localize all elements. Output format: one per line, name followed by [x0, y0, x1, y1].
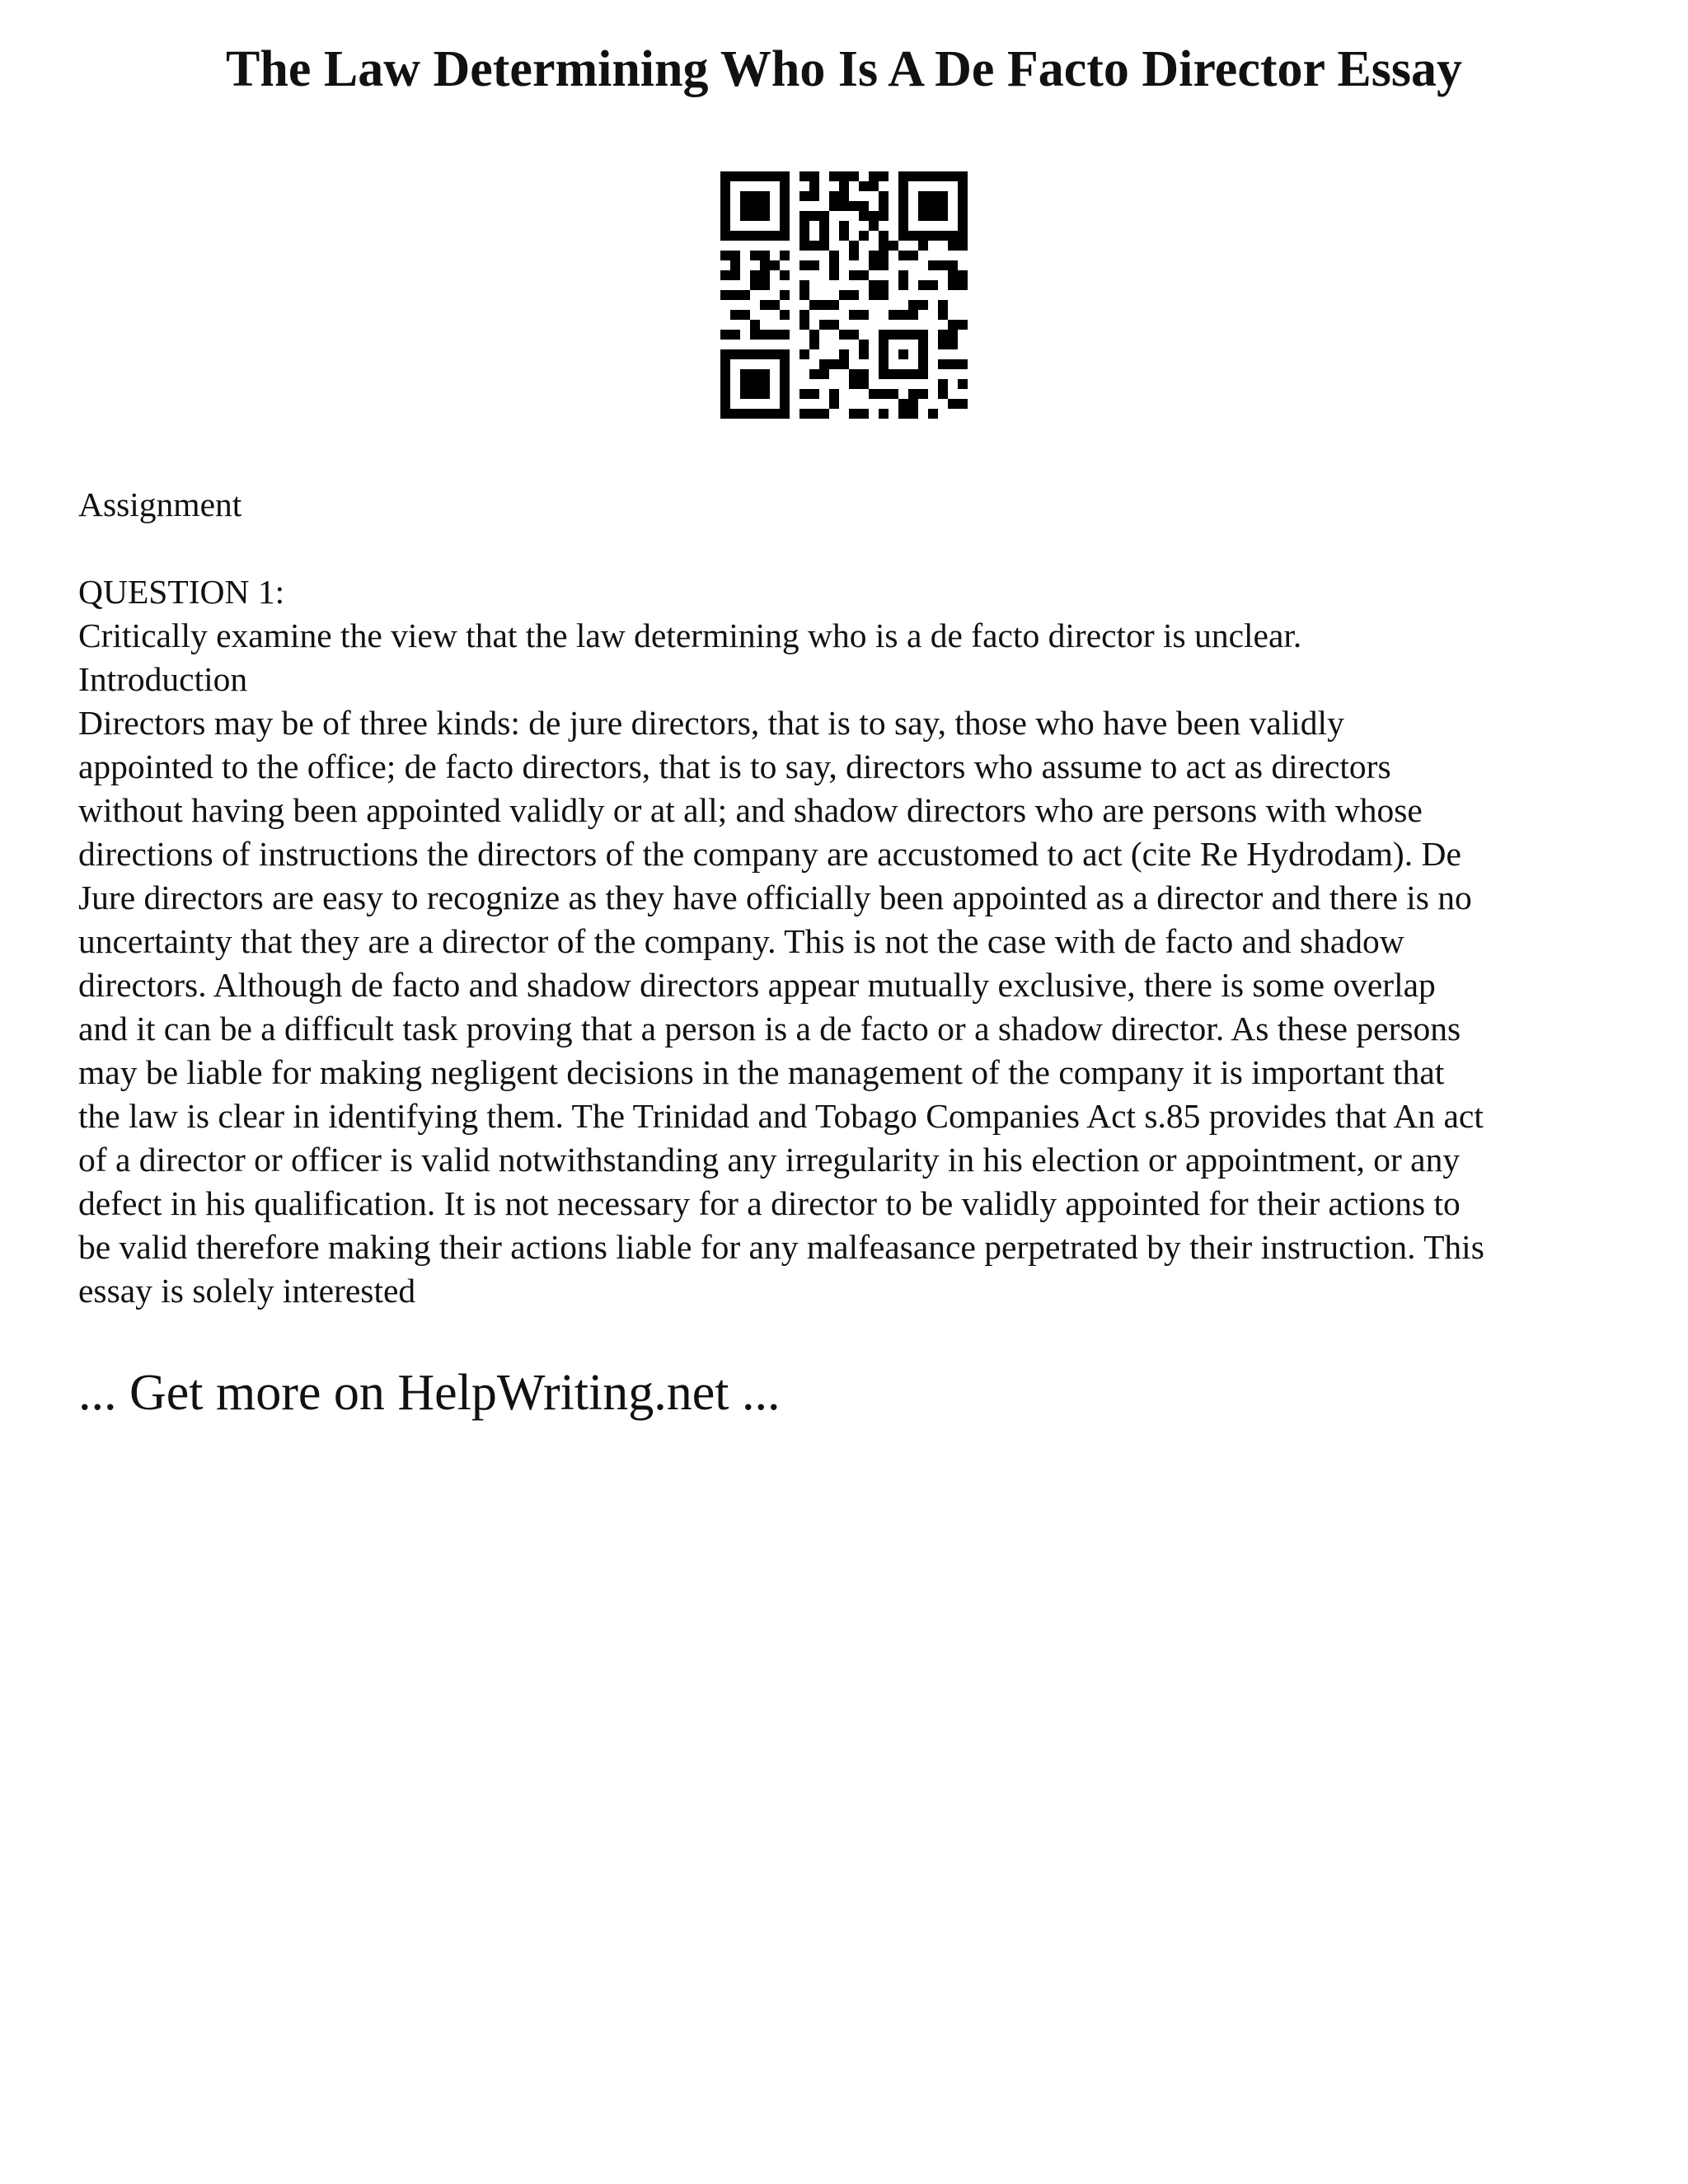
assignment-label: Assignment: [78, 485, 242, 523]
question-text: Critically examine the view that the law determining who is a de facto director is unclear.: [78, 616, 1302, 654]
introduction-heading: Introduction: [78, 660, 248, 698]
document-title: The Law Determining Who Is A De Facto Director Essay: [226, 41, 1462, 97]
get-more-link[interactable]: ... Get more on HelpWriting.net ...: [78, 1365, 781, 1421]
qr-code-icon: [720, 171, 968, 419]
essay-body: Directors may be of three kinds: de jure directors, that is to say, those who have been validly appointed to the office; de facto directors, that is to say, directors who assume to act as directors without having been appointed validly or at all; and shadow directors who are persons with whose directions of instructions the directors of the company are accustomed to act (cite Re Hydrodam). De Jure directors are easy to recognize as they have officially been appointed as a director and there is no uncertainty that they are a director of the company. This is not the case with de facto and shadow directors. Although de facto and shadow directors appear mutually exclusive, there is some overlap and it can be a difficult task proving that a person is a de facto or a shadow director. As these persons may be liable for making negligent decisions in the management of the company it is important that the law is clear in identifying them. The Trinidad and Tobago Companies Act s.85 provides that An act of a director or officer is valid notwithstanding any irregularity in his election or appointment, or any defect in his qualification. It is not necessary for a director to be validly appointed for their actions to be valid therefore making their actions liable for any malfeasance perpetrated by their instruction. This essay is solely interested: [78, 704, 1484, 1310]
question-label: QUESTION 1:: [78, 573, 285, 611]
